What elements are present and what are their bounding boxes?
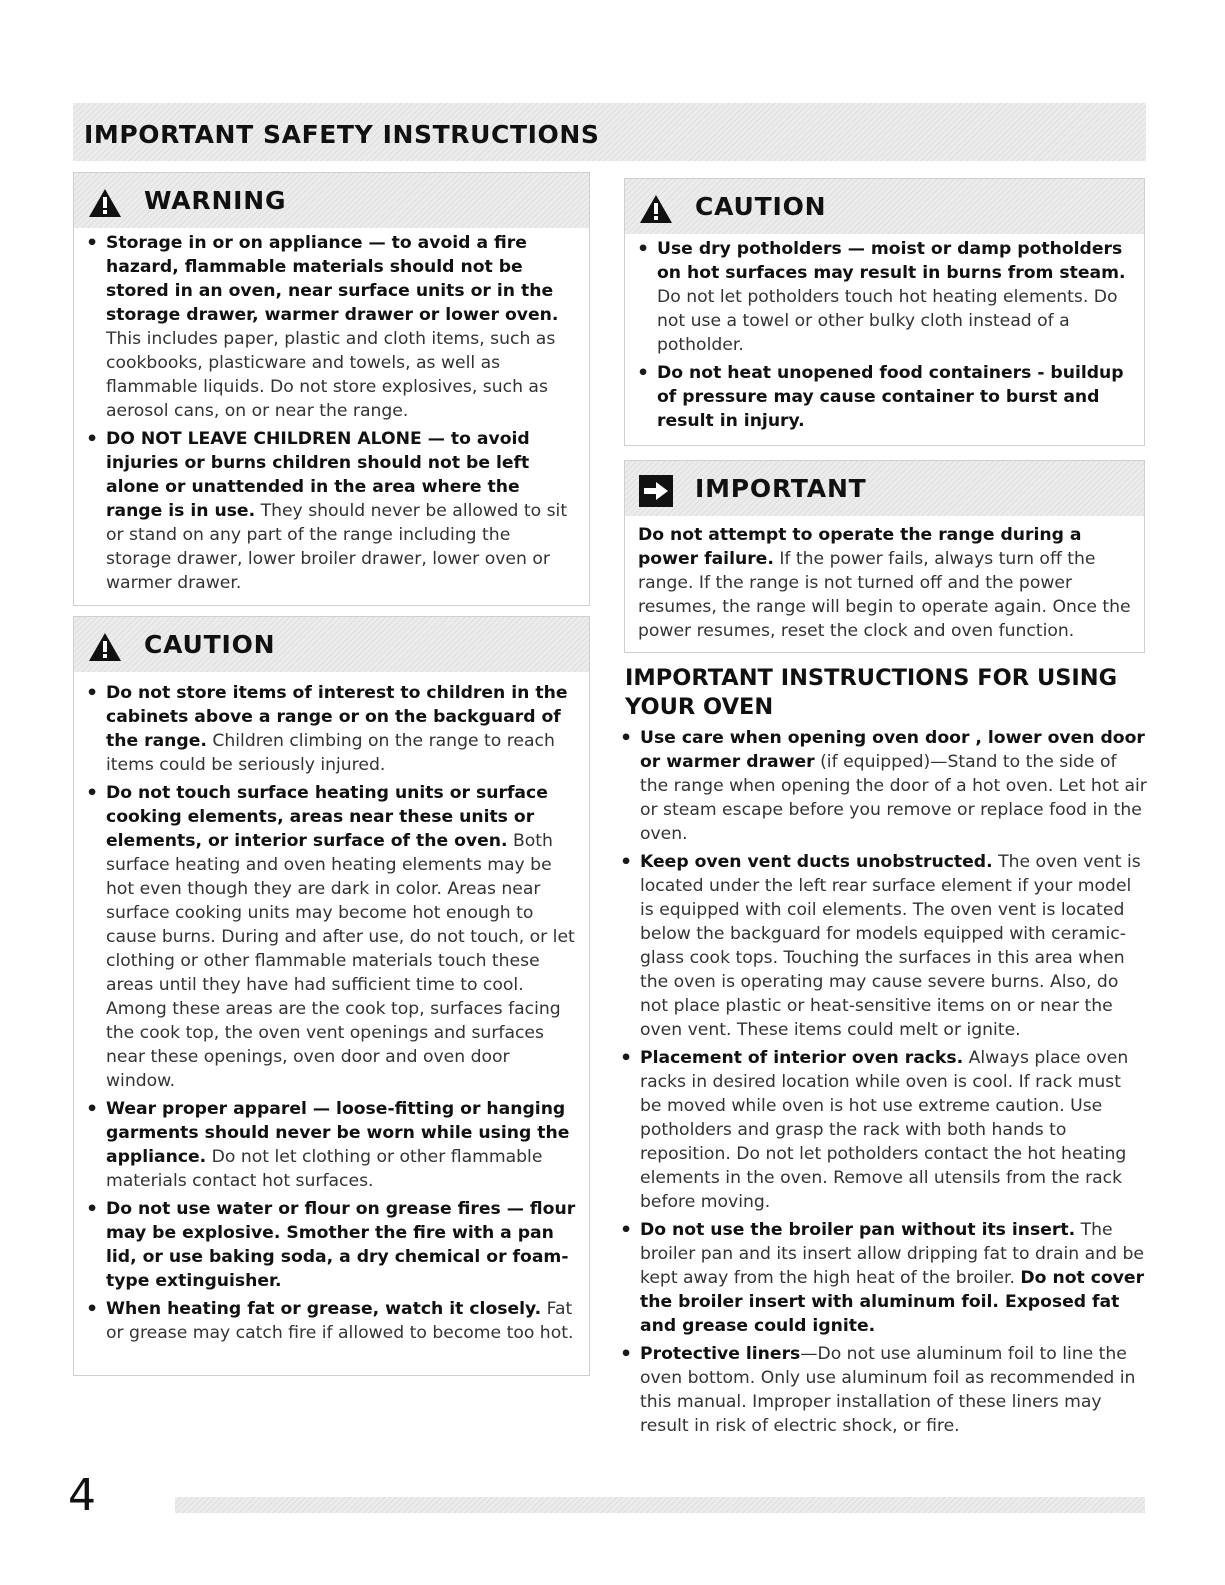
caution-body-left xyxy=(83,681,581,1349)
page-banner xyxy=(73,103,1146,161)
arrow-right-icon xyxy=(639,475,673,507)
oven-item: • Keep oven vent ducts unobstructed. The oven vent is located under the left rear surface element if your model is equipped with coil elements. The oven vent is located below the backguard for models equipped with ceramic-glass cook tops. Touching the surfaces in this area when the oven is operating may cause severe burns. Also, do not place plastic or heat-sensitive items on or near the oven vent. These items could melt or ignite. xyxy=(617,850,1147,1042)
important-text: Do not attempt to operate the range during a power failure. If the power fails, always turn off the range. If the range is not turned off and the power resumes, the range will begin to operate again. Once the power resumes, reset the clock and oven function. xyxy=(638,525,1131,641)
caution-body-right xyxy=(634,237,1136,437)
oven-item: • Placement of interior oven racks. Always place oven racks in desired location while oven is cool. If rack must be moved while oven is hot use extreme caution. Use potholders and grasp the rack with both hands to reposition. Do not let potholders contact the hot heating elements in the oven. Remove all utensils from the rack before moving. xyxy=(617,1046,1147,1214)
warning-body xyxy=(83,231,581,599)
caution-item: • When heating fat or grease, watch it closely. Fat or grease may catch fire if allowed to become too hot. xyxy=(83,1297,581,1345)
caution-label-left: CAUTION xyxy=(144,630,276,659)
caution-box-left xyxy=(73,616,590,1376)
oven-item: • Protective liners—Do not use aluminum foil to line the oven bottom. Only use aluminum foil as recommended in this manual. Improper installation of these liners may result in risk of electric shock, or fire. xyxy=(617,1342,1147,1438)
important-body xyxy=(638,523,1136,643)
oven-section-heading: IMPORTANT INSTRUCTIONS FOR USING YOUR OVEN xyxy=(625,665,1118,720)
warning-triangle-icon xyxy=(639,194,673,224)
caution-label-right: CAUTION xyxy=(695,192,827,221)
caution-header-right xyxy=(625,179,1144,234)
oven-item: • Do not use the broiler pan without its insert. The broiler pan and its insert allow dripping fat to drain and be kept away from the high heat of the broiler. Do not cover the broiler insert with aluminum foil. Exposed fat and grease could ignite. xyxy=(617,1218,1147,1338)
important-box xyxy=(624,460,1145,653)
caution-item: • Do not touch surface heating units or surface cooking elements, areas near these units or elements, or interior surface of the oven. Both surface heating and oven heating elements may be hot even though they are dark in color. Areas near surface cooking units may become hot enough to cause burns. During and after use, do not touch, or let clothing or other flammable materials touch these areas until they have had sufficient time to cool. Among these areas are the cook top, surfaces facing the cook top, the oven vent openings and surfaces near these openings, oven door and oven door window. xyxy=(83,781,581,1093)
footer-bar xyxy=(175,1497,1145,1513)
caution-box-right xyxy=(624,178,1145,446)
page-title: IMPORTANT SAFETY INSTRUCTIONS xyxy=(84,120,600,149)
page-number: 4 xyxy=(68,1470,96,1521)
warning-triangle-icon xyxy=(88,632,122,662)
oven-section-list xyxy=(617,726,1147,1442)
caution-header-left xyxy=(74,617,589,672)
important-label: IMPORTANT xyxy=(695,474,867,503)
caution-item: • Do not heat unopened food containers - buildup of pressure may cause container to burst and result in injury. xyxy=(634,361,1136,433)
caution-item: • Use dry potholders — moist or damp potholders on hot surfaces may result in burns from steam. Do not let potholders touch hot heating elements. Do not use a towel or other bulky cloth instead of a potholder. xyxy=(634,237,1136,357)
warning-triangle-icon xyxy=(88,188,122,218)
warning-header xyxy=(74,173,589,228)
warning-item: • DO NOT LEAVE CHILDREN ALONE — to avoid injuries or burns children should not be left alone or unattended in the area where the range is in use. They should never be allowed to sit or stand on any part of the range including the storage drawer, lower broiler drawer, lower oven or warmer drawer. xyxy=(83,427,581,595)
important-header xyxy=(625,461,1144,516)
oven-item: • Use care when opening oven door , lower oven door or warmer drawer (if equipped)—Stand to the side of the range when opening the door of a hot oven. Let hot air or steam escape before you remove or replace food in the oven. xyxy=(617,726,1147,846)
caution-item: • Wear proper apparel — loose-fitting or hanging garments should never be worn while using the appliance. Do not let clothing or other flammable materials contact hot surfaces. xyxy=(83,1097,581,1193)
warning-label: WARNING xyxy=(144,186,287,215)
warning-box xyxy=(73,172,590,606)
caution-item: • Do not store items of interest to children in the cabinets above a range or on the backguard of the range. Children climbing on the range to reach items could be seriously injured. xyxy=(83,681,581,777)
warning-item: • Storage in or on appliance — to avoid a fire hazard, flammable materials should not be stored in an oven, near surface units or in the storage drawer, warmer drawer or lower oven. This includes paper, plastic and cloth items, such as cookbooks, plasticware and towels, as well as flammable liquids. Do not store explosives, such as aerosol cans, on or near the range. xyxy=(83,231,581,423)
caution-item: • Do not use water or flour on grease fires — flour may be explosive. Smother the fire with a pan lid, or use baking soda, a dry chemical or foam-type extinguisher. xyxy=(83,1197,581,1293)
